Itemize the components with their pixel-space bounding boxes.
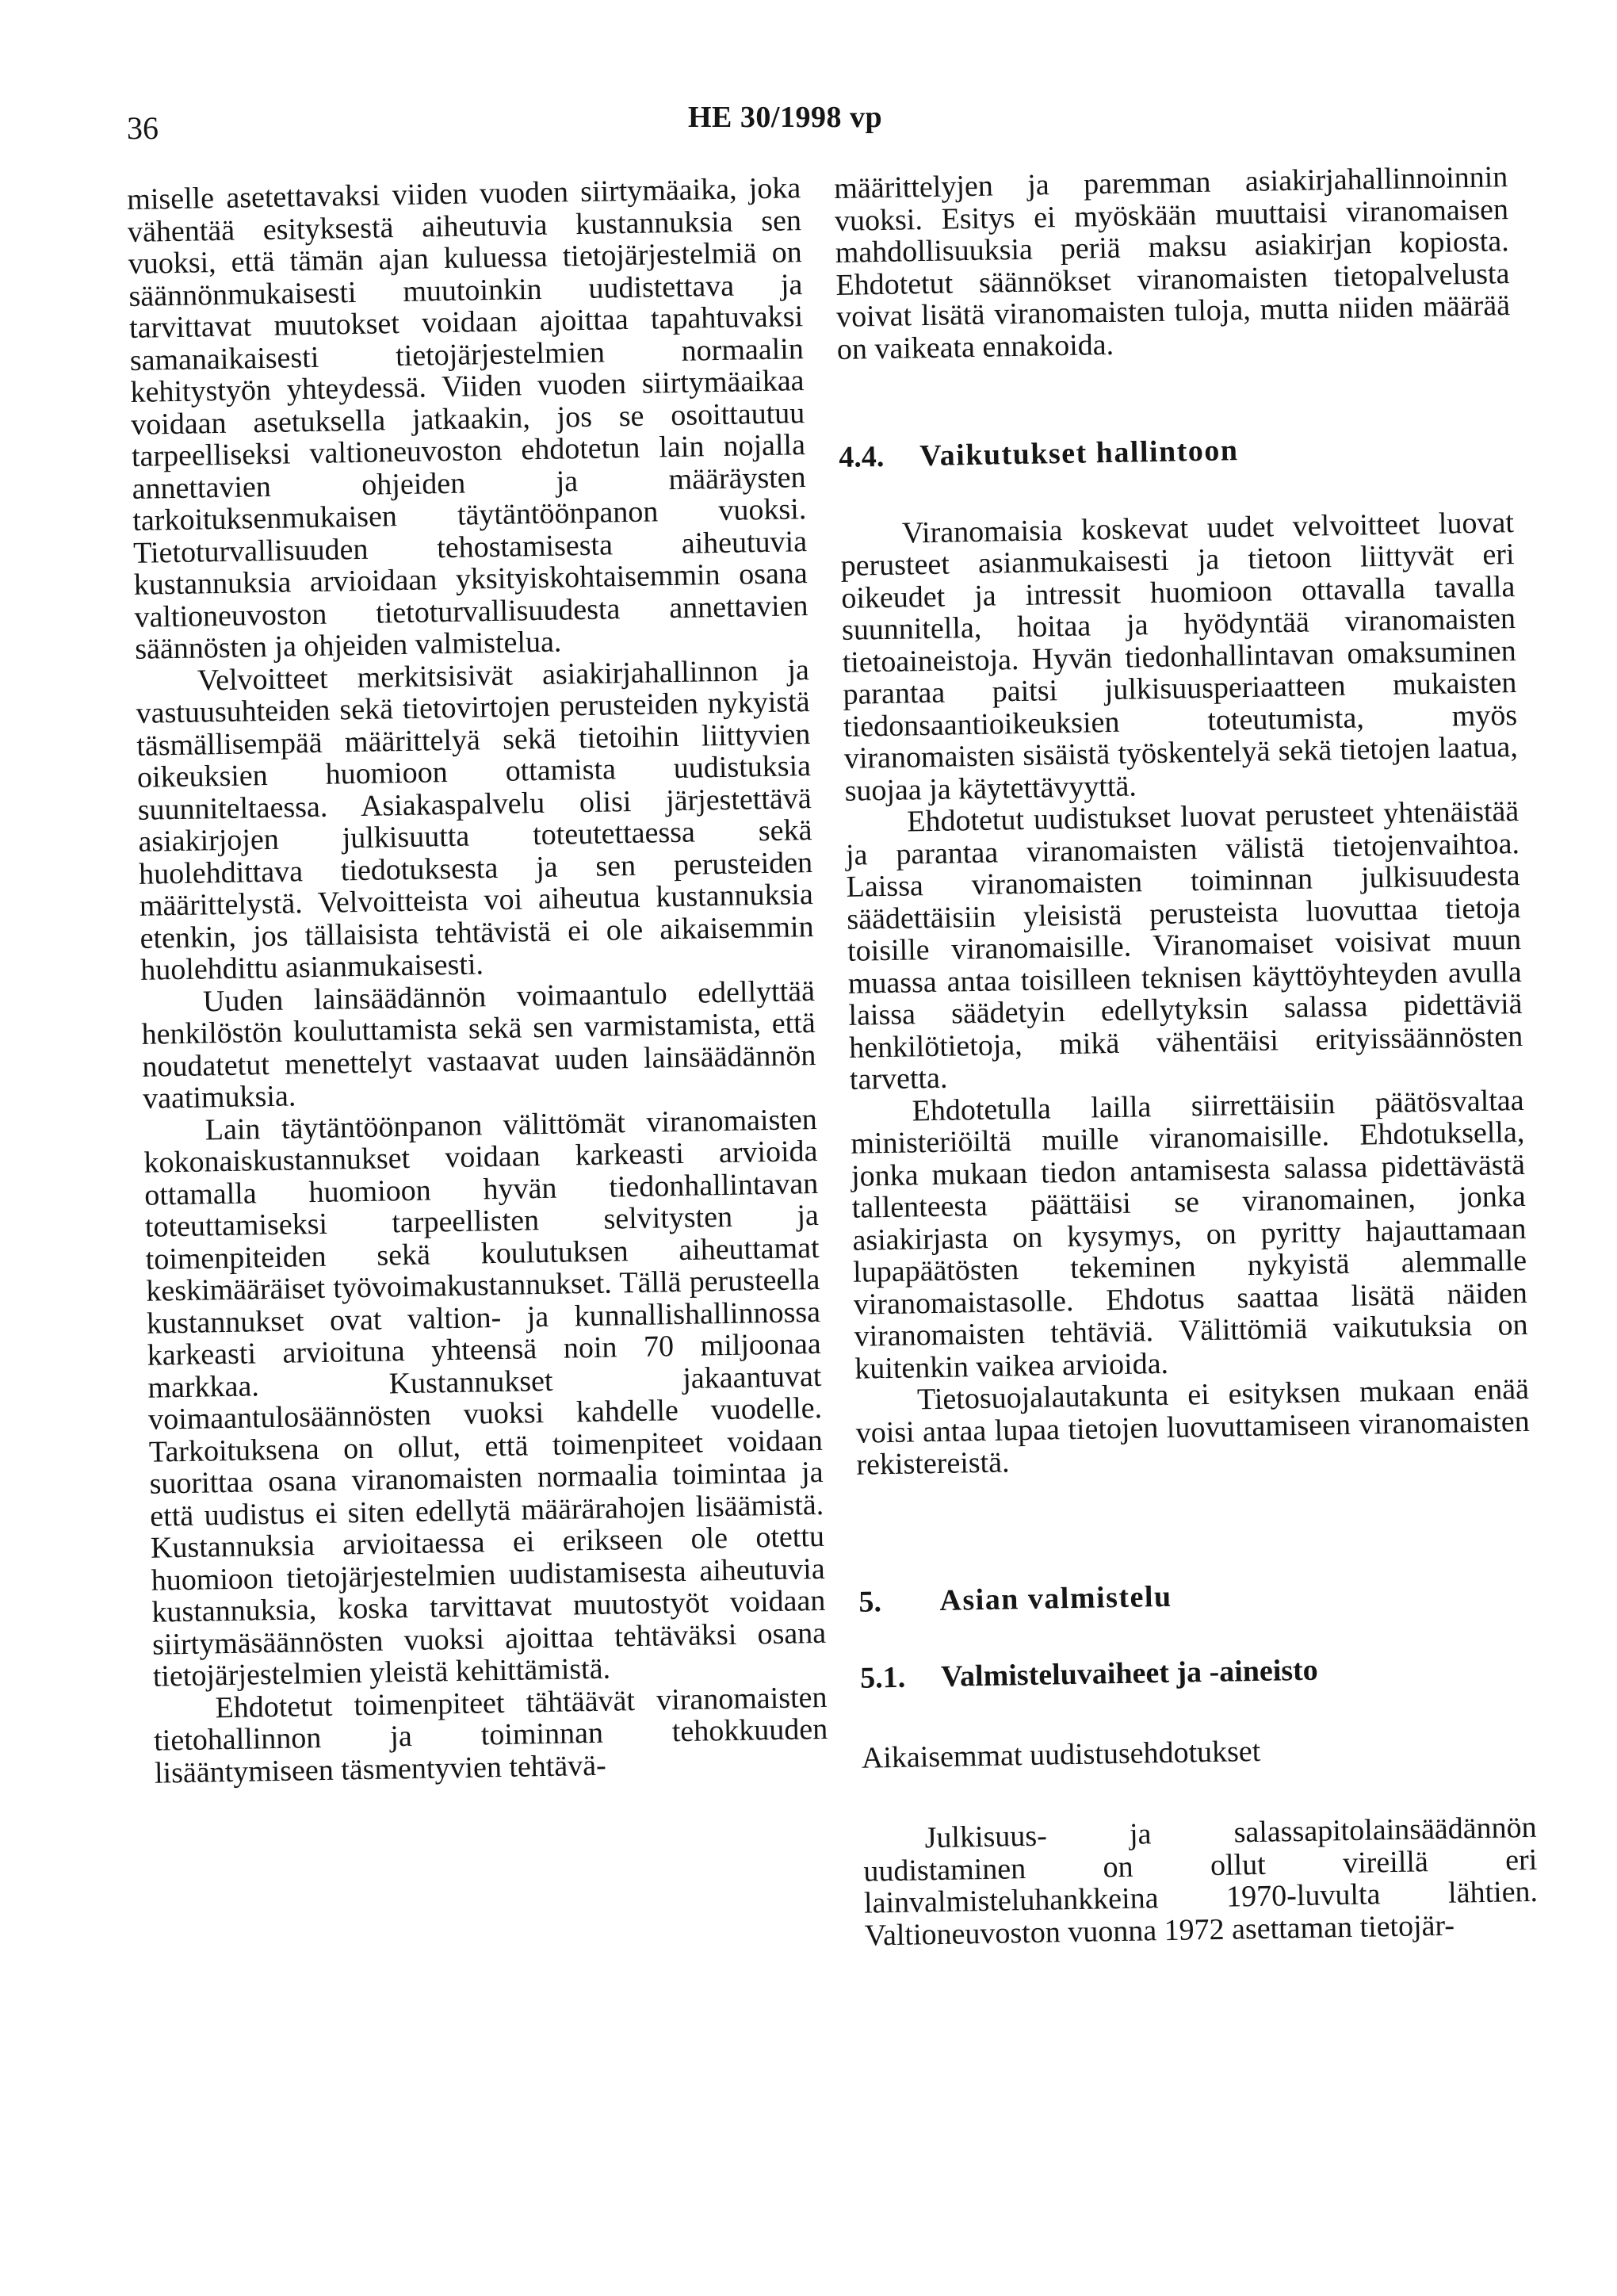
section-4-4-paragraph-2: Ehdotetut uudistukset luovat perusteet yhtenäistää ja parantaa viranomaisten välistä tietojenvaihtoa. Laissa viranomaisten toiminnan julkisuudesta säädettäisiin yleisistä perusteista luovuttaa tietoja toisille viranomaisille. Viranomaiset voisivat muun muassa antaa toisilleen teknisen käyttöyhteyden avulla laissa säädetyin edellytyksin salassa pidettäviä henkilötietoja, mikä vähentäisi erityissäännösten tarvetta. (845, 794, 1523, 1096)
section-4-4-paragraph-1: Viranomaisia koskevat uudet velvoitteet luovat perusteet asianmukaisesti ja tietoon liittyvät eri oikeudet ja intressit huomioon ottavalla tavalla suunnitella, hoitaa ja hyödyntää viranomaisten tietoaineistoja. Hyvän tiedonhallintavan omaksuminen parantaa paitsi julkisuusperiaatteen mukaisten tiedonsaantioikeuksien toteutumista, myös viranomaisten sisäistä työskentelyä sekä tietojen laatua, suojaa ja käytettävyyttä. (840, 505, 1519, 808)
left-paragraph-1: miselle asetettavaksi viiden vuoden siirtymäaika, joka vähentää esityksestä aiheutuvia kustannuksia sen vuoksi, että tämän ajan kuluessa tietojärjestelmiä on säännönmukaisesti muutoinkin uudistettava ja tarvittavat muutokset voidaan ajoittaa tapahtuvaksi samanaikaisesti tietojärjestelmien normaalin kehitystyön yhteydessä. Viiden vuoden siirtymäaikaa voidaan asetuksella jatkaakin, jos se osoittautuu tarpeelliseksi valtioneuvoston ehdotetun lain nojalla annettavien ohjeiden ja määräysten tarkoituksenmukaisen täytäntöönpanon vuoksi. Tietoturvallisuuden tehostamisesta aiheutuvia kustannuksia arvioidaan yksityiskohtaisemmin osana valtioneuvoston tietoturvallisuudesta annettavien säännösten ja ohjeiden valmistelua. (126, 171, 808, 666)
section-title: Asian valmistelu (939, 1579, 1172, 1617)
section-heading-4-4 (839, 430, 1513, 473)
page-number: 36 (127, 110, 159, 146)
left-paragraph-4: Lain täytäntöönpanon välittömät viranomaisten kokonaiskustannukset voidaan karkeasti arvioida ottamalla huomioon hyvän tiedonhallintavan toteuttamiseksi tarpeellisten selvitysten ja toimenpiteiden sekä koulutuksen aiheuttamat keskimääräiset työvoimakustannukset. Tällä perusteella kustannukset ovat valtion- ja kunnallishallinnossa karkeasti arvioituna yhteensä noin 70 miljoonaa markkaa. Kustannukset jakaantuvat voimaantulosäännösten vuoksi kahdelle vuodelle. Tarkoituksena on ollut, että toimenpiteet voidaan suorittaa osana viranomaisten normaalia toimintaa ja että uudistus ei siten edellytä määrärahojen lisäämistä. Kustannuksia arvioitaessa ei erikseen ole otettu huomioon tietojärjestelmien uudistamisesta aiheutuvia kustannuksia, koska tarvittavat muutostyöt voidaan siirtymäsäännösten vuoksi ajoittaa tehtäväksi osana tietojärjestelmien yleistä kehittämistä. (143, 1102, 827, 1693)
left-paragraph-2: Velvoitteet merkitsisivät asiakirjahallinnon ja vastuusuhteiden sekä tietovirtojen perusteiden nykyistä täsmällisempää määrittelyä sekä tietoihin liittyvien oikeuksien huomioon ottamista uudistuksia suunniteltaessa. Asiakaspalvelu olisi järjestettävä asiakirjojen julkisuutta toteutettaessa sekä huolehdittava tiedotuksesta ja sen perusteiden määrittelystä. Velvoitteista voi aiheutua kustannuksia etenkin, jos tällaisista tehtävistä ei ole aikaisemmin huolehdittu asianmukaisesti. (136, 652, 814, 987)
running-head: HE 30/1998 vp (688, 101, 883, 134)
left-column (127, 172, 828, 1789)
section-title: Vaikutukset hallintoon (919, 434, 1239, 473)
section-4-4-paragraph-3: Ehdotetulla lailla siirrettäisiin päätösvaltaa ministeriöiltä muille viranomaisille. Ehdotuksella, jonka mukaan tiedon antamisesta salassa pidettävästä tallenteesta päättäisi se viranomainen, jonka asiakirjasta on kysymys, on pyritty hajauttamaan lupapäätösten tekeminen nykyistä alemmalle viranomaistasolle. Ehdotus saattaa lisätä näiden viranomaisten tehtäviä. Välittömiä vaikutuksia on kuitenkin vaikea arvioida. (851, 1083, 1528, 1386)
section-number: 5.1. (859, 1660, 906, 1695)
section-number: 5. (858, 1584, 882, 1619)
left-paragraph-5: Ehdotetut toimenpiteet tähtäävät viranomaisten tietohallinnon ja toiminnan tehokkuuden lisääntymiseen täsmentyvien tehtävä- (153, 1680, 828, 1790)
subheading-previous-proposals: Aikaisemmat uudistusehdotukset (861, 1734, 1261, 1775)
section-heading-5-1 (860, 1651, 1535, 1694)
section-heading-5 (858, 1574, 1533, 1617)
right-column (834, 161, 1539, 1951)
section-5-1-paragraph-1: Julkisuus- ja salassapitolainsäädännön uudistaminen on ollut vireillä eri lainvalmisteluhankkeina 1970-luvulta lähtien. Valtioneuvoston vuonna 1972 asettaman tietojär- (863, 1810, 1539, 1953)
section-4-4-paragraph-4: Tietosuojalautakunta ei esityksen mukaan enää voisi antaa lupaa tietojen luovuttamiseen viranomaisten rekistereistä. (855, 1372, 1530, 1482)
right-intro-paragraph: määrittelyjen ja paremman asiakirjahallinnoinnin vuoksi. Esitys ei myöskään muuttaisi viranomaisen mahdollisuuksia periä maksu asiakirjan kopiosta. Ehdotetut säännökset viranomaisten tietopalvelusta voivat lisätä viranomaisten tuloja, mutta niiden määrää on vaikeata ennakoida. (833, 160, 1511, 366)
left-paragraph-3: Uuden lainsäädännön voimaantulo edellyttää henkilöstön kouluttamista sekä sen varmistamista, että noudatetut menettelyt vastaavat uuden lainsäädännön vaatimuksia. (141, 974, 816, 1115)
section-number: 4.4. (838, 439, 885, 474)
section-title: Valmisteluvaiheet ja -aineisto (940, 1653, 1319, 1693)
